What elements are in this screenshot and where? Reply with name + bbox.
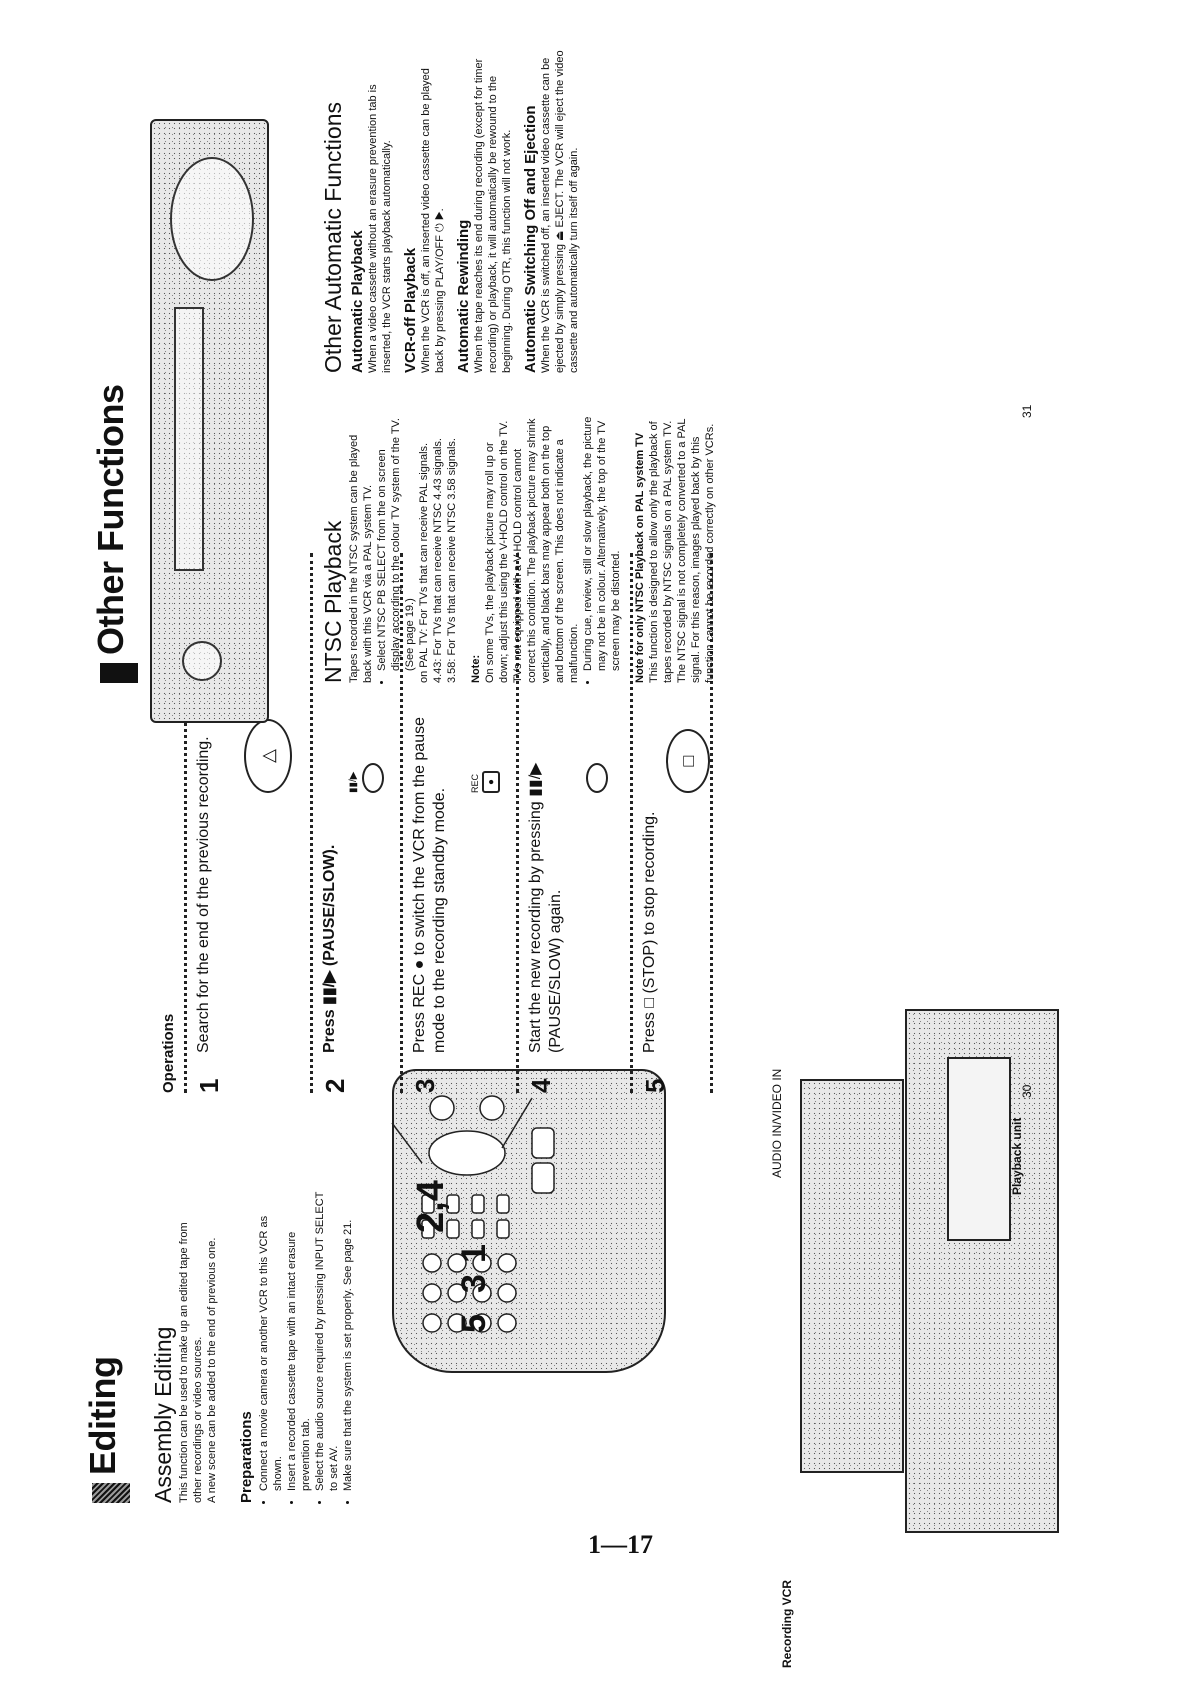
ntsc-title: NTSC Playback (320, 520, 346, 683)
list-item: • Select the audio source required by pressing INPUT SELECT to set AV. (313, 1183, 341, 1491)
step-number: 2 (320, 1078, 350, 1093)
pause-button-icon (362, 763, 384, 793)
callout-5: 5 (455, 1314, 493, 1333)
step-number: 1 (194, 1078, 224, 1093)
rewind-button-icon: △ (244, 719, 292, 793)
callout-3: 3 (455, 1274, 493, 1293)
vcr-front-panel-image (150, 119, 269, 723)
preparations-list (257, 1183, 355, 1503)
power-button-icon (182, 641, 222, 681)
jog-dial-icon (170, 157, 254, 281)
note-title: Note: (470, 654, 482, 683)
pause-button-icon (586, 763, 608, 793)
page-number-31: 31 (1020, 404, 1034, 418)
camcorder-vcr-box (947, 1057, 1011, 1241)
rec-label: REC (470, 773, 480, 793)
recording-vcr-image (800, 1079, 904, 1473)
connection-diagram (95, 1063, 265, 1413)
ntsc-intro: Tapes recorded in the NTSC system can be played back with this VCR via a PAL system TV. (348, 434, 374, 683)
step-text: Start the new recording by pressing ▮▮/▶ (PAUSE/SLOW) again. (527, 762, 564, 1053)
pause-label: ▮▮/▶ (348, 771, 359, 793)
other-functions-heading: Other Functions (90, 385, 138, 684)
step-text: Press ▮▮/▶ (PAUSE/SLOW). (321, 844, 338, 1053)
recording-vcr-label: Recording VCR (780, 1579, 794, 1668)
step-number: 3 (410, 1078, 440, 1093)
rec-button-icon: ● (482, 771, 500, 793)
list-item: • During cue, review, still or slow playback, the picture may not be in colour. Alternatively, the top of the TV screen may be distorted. (581, 413, 623, 671)
step-text: Press □ (STOP) to stop recording. (641, 811, 658, 1053)
note-text: On some TVs, the playback picture may roll up or down; adjust this using the V-HOLD control on the TV. TVs not equipped with a V-HOLD control cannot correct this condition. The playback picture may shrink vertically, and black bars may appear both on the top and bottom of the screen. This does not indicate a malfunction. (484, 418, 580, 683)
divider (310, 553, 313, 1093)
step-number: 4 (526, 1078, 556, 1093)
playback-unit-label: Playback unit (1010, 1117, 1024, 1195)
preparations-title: Preparations (238, 1411, 255, 1503)
list-item: • Make sure that the system is set properly. See page 21. (341, 1183, 355, 1491)
note2-text: This function is designed to allow only the playback of tapes recorded by NTSC signals on a PAL system TV. The NTSC signal is not completely converted to a PAL signal. For this reason, images played back by this function cannot be recorded correctly on other VCRs. (648, 418, 716, 683)
step-text: Press REC ● to switch the VCR from the pause mode to the recording standby mode. (411, 716, 448, 1053)
list-item: • Insert a recorded cassette tape with an intact erasure prevention tab. (285, 1183, 313, 1491)
stop-button-icon: □ (666, 729, 710, 793)
page-number-30: 30 (1020, 1084, 1034, 1098)
automatic-functions-block: Other Automatic Functions Automatic Playback When a video cassette without an erasure prevention tab is inserted, the VCR starts playback automatically. VCR-off Playback When the VCR is off, an inserted video cassette can be played back by pressing PLAY/OFF ⏻ ▶. Automatic Rewinding When the tape reaches its end during recording (except for timer recording) or playback, it will automatically be rewound to the beginning. During OTR, this function will not work. Automatic Switching Off and Ejection When the VCR is switched off, an inserted video cassette can be ejected by simply pressing ⏏ EJECT. The VCR will eject the video cassette and automatically turn itself off again. (320, 43, 581, 373)
callout-2-4: 2,4 (410, 1180, 452, 1233)
heading-bar-icon (100, 663, 138, 683)
editing-heading: Editing (82, 1357, 130, 1503)
callout-1: 1 (455, 1244, 493, 1263)
heading-bar-icon (92, 1483, 130, 1503)
playback-unit-image (905, 1009, 1059, 1533)
automatic-title: Other Automatic Functions (320, 101, 346, 373)
list-item: • Connect a movie camera or another VCR to this VCR as shown. (257, 1183, 285, 1491)
assembly-text: This function can be used to make up an edited tape from other recordings or video sources. A new scene can be added to the end of previous one. (178, 1222, 218, 1503)
step-text: Search for the end of the previous recording. (195, 736, 212, 1053)
audio-video-in-label: AUDIO IN/VIDEO IN (770, 1068, 784, 1178)
operations-title: Operations (160, 1013, 177, 1093)
cassette-slot (174, 307, 204, 571)
note2-title: Note for only NTSC Playback on PAL system TV (634, 432, 646, 683)
ntsc-playback-block: NTSC Playback Tapes recorded in the NTSC system can be played back with this VCR via a PAL system TV. • Select NTSC PB SELECT from the on screen display according to the colour TV system of the TV. (See page 19.) on PAL TV: For TVs that can receive PAL signals. 4.43: For TVs that can receive NTSC 4.43 signals. 3.58: For TVs that can receive NTSC 3.58 signals. Note: On some TVs, the playback picture may roll up or down; adjust this using the V-HOLD control on the TV. TVs not equipped with a V-HOLD control cannot correct this condition. The playback picture may shrink vertically, and black bars may appear both on the top and bottom of the screen. This does not indicate a malfunction. • During cue, review, still or slow playback, the picture may not be in colour. Alternatively, the top of the TV screen may be distorted. Note for only NTSC Playback on PAL system TV This function is designed to allow only the playback of tapes recorded by NTSC signals on a PAL system TV. The NTSC signal is not completely converted to a PAL signal. For this reason, images played back by this function cannot be recorded correctly on other VCRs. (320, 413, 717, 683)
step-number: 5 (640, 1078, 670, 1093)
list-item: • Select NTSC PB SELECT from the on screen display according to the colour TV system of the TV. (See page 19.) (375, 413, 417, 671)
page-footer-number: 1—17 (588, 1530, 653, 1559)
assembly-title: Assembly Editing (150, 1326, 176, 1503)
